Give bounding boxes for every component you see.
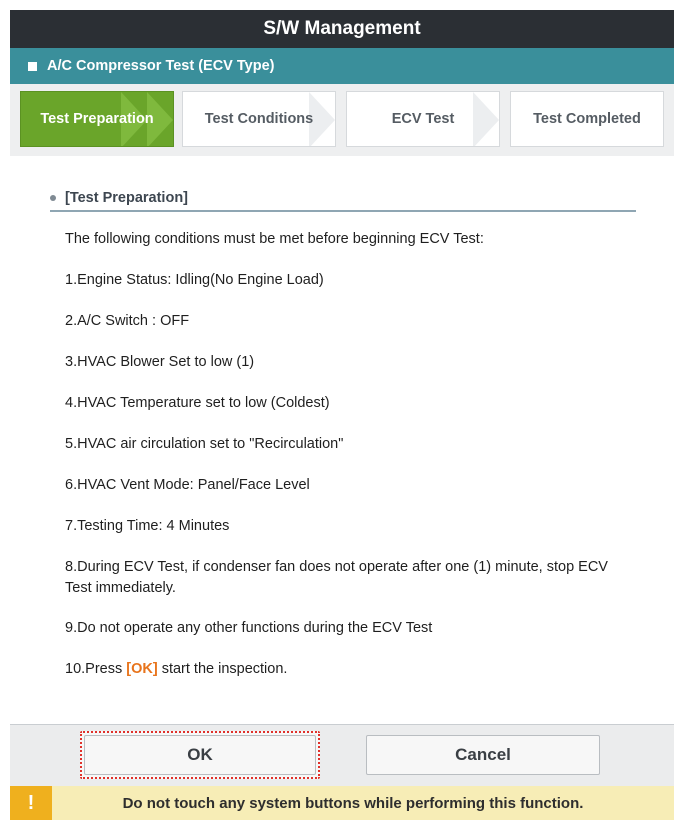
- section-heading: [50, 186, 636, 212]
- chevron-right-icon: [473, 92, 499, 147]
- square-bullet-icon: [28, 62, 37, 71]
- cancel-button[interactable]: Cancel: [366, 735, 600, 775]
- step-test-preparation[interactable]: [20, 91, 174, 147]
- item-prefix: 10.Press: [65, 661, 127, 677]
- section-heading-text: [Test Preparation]: [65, 190, 189, 206]
- subheader: [10, 48, 674, 84]
- list-item-last: [65, 659, 635, 680]
- step-label: Test Conditions: [204, 111, 314, 127]
- list-item: 6.HVAC Vent Mode: Panel/Face Level: [65, 477, 310, 493]
- list-item: 9.Do not operate any other functions during the ECV Test: [65, 620, 433, 636]
- list-item: 5.HVAC air circulation set to "Recirculation": [65, 436, 344, 452]
- intro-text: The following conditions must be met before beginning ECV Test:: [65, 231, 484, 247]
- step-progress-bar: [10, 84, 674, 156]
- dialog-footer: [10, 724, 674, 786]
- list-item: 7.Testing Time: 4 Minutes: [65, 518, 230, 534]
- ok-keyword: [OK]: [126, 661, 158, 677]
- step-test-completed[interactable]: [510, 91, 664, 147]
- list-item: 8.During ECV Test, if condenser fan does not operate after one (1) minute, stop ECV Test immediately.: [65, 559, 608, 596]
- warning-text: Do not touch any system buttons while performing this function.: [122, 794, 584, 812]
- bullet-dot-icon: [50, 195, 56, 201]
- list-item: 3.HVAC Blower Set to low (1): [65, 354, 255, 370]
- subheader-title: A/C Compressor Test (ECV Type): [47, 58, 275, 74]
- exclamation-icon: !: [10, 786, 52, 820]
- list-item: 4.HVAC Temperature set to low (Coldest): [65, 395, 330, 411]
- item-suffix: start the inspection.: [157, 661, 288, 677]
- step-ecv-test[interactable]: [346, 91, 500, 147]
- list-item: 1.Engine Status: Idling(No Engine Load): [65, 272, 324, 288]
- window-title: [10, 10, 674, 48]
- step-label: Test Completed: [533, 111, 641, 127]
- list-item: 2.A/C Switch : OFF: [65, 313, 190, 329]
- step-label: ECV Test: [391, 111, 455, 127]
- warning-banner: [10, 786, 674, 820]
- ok-button[interactable]: OK: [84, 735, 316, 775]
- step-label: Test Preparation: [40, 111, 154, 127]
- window-title-text: S/W Management: [263, 18, 421, 39]
- step-test-conditions[interactable]: [182, 91, 336, 147]
